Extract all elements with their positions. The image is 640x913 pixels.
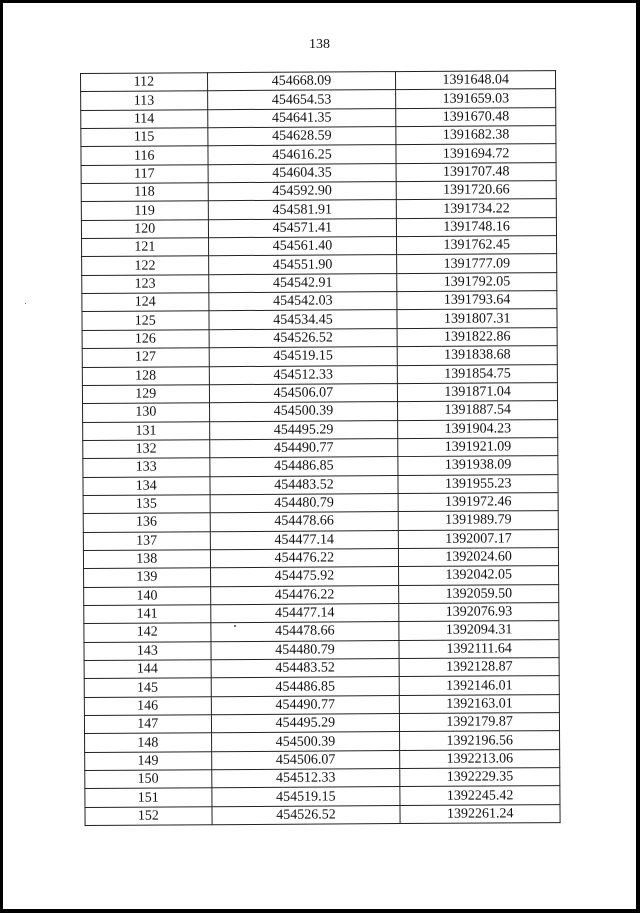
point-number-cell: 128	[82, 366, 209, 385]
x-coordinate-cell: 454571.41	[208, 218, 397, 237]
y-coordinate-cell: 1391807.31	[397, 309, 557, 328]
x-coordinate-cell: 454478.66	[210, 622, 399, 641]
point-number-cell: 138	[83, 550, 210, 569]
table-row	[82, 309, 557, 330]
x-coordinate-cell: 454500.39	[211, 732, 400, 751]
point-number-cell: 137	[83, 531, 210, 550]
table-row	[83, 548, 558, 569]
x-coordinate-cell: 454500.39	[209, 402, 398, 421]
x-coordinate-cell: 454495.29	[209, 420, 398, 439]
y-coordinate-cell: 1391921.09	[398, 437, 558, 456]
x-coordinate-cell: 454478.66	[210, 512, 399, 531]
table-row	[82, 382, 557, 403]
table-row	[82, 236, 557, 257]
y-coordinate-cell: 1391762.45	[397, 236, 557, 255]
point-number-cell: 122	[82, 256, 209, 275]
table-row	[82, 291, 557, 312]
y-coordinate-cell: 1391659.03	[396, 89, 556, 108]
table-row	[83, 474, 558, 495]
scan-speck	[234, 625, 236, 627]
y-coordinate-cell: 1392128.87	[399, 658, 559, 677]
y-coordinate-cell: 1391777.09	[397, 254, 557, 273]
x-coordinate-cell: 454519.15	[209, 347, 398, 366]
point-number-cell: 142	[84, 623, 211, 642]
table-row	[81, 144, 556, 165]
y-coordinate-cell: 1391989.79	[398, 511, 558, 530]
y-coordinate-cell: 1391748.16	[397, 217, 557, 236]
scan-speck	[25, 303, 26, 304]
table-row	[84, 713, 559, 734]
y-coordinate-cell: 1392059.50	[399, 584, 559, 603]
point-number-cell: 139	[84, 568, 211, 587]
point-number-cell: 114	[81, 109, 208, 128]
table-row	[84, 621, 559, 642]
x-coordinate-cell: 454480.79	[210, 493, 399, 512]
x-coordinate-cell: 454486.85	[211, 677, 400, 696]
y-coordinate-cell: 1392261.24	[400, 804, 560, 823]
x-coordinate-cell: 454512.33	[211, 769, 400, 788]
y-coordinate-cell: 1391938.09	[398, 456, 558, 475]
y-coordinate-cell: 1392146.01	[400, 676, 560, 695]
x-coordinate-cell: 454477.14	[210, 604, 399, 623]
table-row	[85, 786, 560, 807]
y-coordinate-cell: 1391694.72	[396, 144, 556, 163]
table-row	[84, 566, 559, 587]
table-row	[81, 71, 556, 92]
x-coordinate-cell: 454592.90	[208, 182, 397, 201]
table-row	[81, 181, 556, 202]
y-coordinate-cell: 1391871.04	[398, 382, 558, 401]
table-row	[82, 272, 557, 293]
point-number-cell: 151	[85, 788, 212, 807]
x-coordinate-cell: 454561.40	[208, 237, 397, 256]
point-number-cell: 148	[85, 733, 212, 752]
x-coordinate-cell: 454534.45	[208, 310, 397, 329]
x-coordinate-cell: 454581.91	[208, 200, 397, 219]
point-number-cell: 143	[84, 641, 211, 660]
x-coordinate-cell: 454490.77	[211, 695, 400, 714]
y-coordinate-cell: 1391854.75	[398, 364, 558, 383]
x-coordinate-cell: 454519.15	[211, 787, 400, 806]
table-row	[81, 199, 556, 220]
table-row	[83, 419, 558, 440]
x-coordinate-cell: 454512.33	[209, 365, 398, 384]
coordinates-table-body	[81, 71, 561, 826]
table-row	[81, 162, 556, 183]
y-coordinate-cell: 1391972.46	[398, 492, 558, 511]
point-number-cell: 136	[83, 513, 210, 532]
point-number-cell: 118	[81, 183, 208, 202]
x-coordinate-cell: 454480.79	[211, 640, 400, 659]
y-coordinate-cell: 1391648.04	[396, 71, 556, 90]
x-coordinate-cell: 454506.07	[209, 383, 398, 402]
y-coordinate-cell: 1392024.60	[399, 548, 559, 567]
table-row	[82, 327, 557, 348]
table-row	[84, 676, 559, 697]
table-row	[84, 584, 559, 605]
x-coordinate-cell: 454542.03	[208, 292, 397, 311]
point-number-cell: 121	[82, 238, 209, 257]
page-number: 138	[309, 37, 330, 52]
point-number-cell: 130	[83, 403, 210, 422]
point-number-cell: 141	[84, 605, 211, 624]
point-number-cell: 112	[81, 73, 208, 92]
point-number-cell: 132	[83, 440, 210, 459]
point-number-cell: 125	[82, 311, 209, 330]
table-row	[83, 529, 558, 550]
point-number-cell: 120	[81, 219, 208, 238]
y-coordinate-cell: 1391793.64	[397, 291, 557, 310]
x-coordinate-cell: 454551.90	[208, 255, 397, 274]
y-coordinate-cell: 1391670.48	[396, 107, 556, 126]
x-coordinate-cell: 454490.77	[209, 438, 398, 457]
point-number-cell: 119	[81, 201, 208, 220]
x-coordinate-cell: 454604.35	[208, 163, 397, 182]
table-row	[85, 804, 560, 825]
point-number-cell: 146	[84, 696, 211, 715]
point-number-cell: 147	[84, 715, 211, 734]
x-coordinate-cell: 454526.52	[212, 805, 401, 824]
table-row	[83, 437, 558, 458]
x-coordinate-cell: 454475.92	[210, 567, 399, 586]
point-number-cell: 123	[82, 275, 209, 294]
y-coordinate-cell: 1392163.01	[400, 694, 560, 713]
table-row	[84, 658, 559, 679]
x-coordinate-cell: 454616.25	[207, 145, 396, 164]
point-number-cell: 131	[83, 421, 210, 440]
table-row	[82, 254, 557, 275]
y-coordinate-cell: 1391838.68	[397, 346, 557, 365]
y-coordinate-cell: 1392007.17	[399, 529, 559, 548]
table-row	[82, 346, 557, 367]
point-number-cell: 140	[84, 586, 211, 605]
point-number-cell: 134	[83, 476, 210, 495]
y-coordinate-cell: 1392245.42	[400, 786, 560, 805]
x-coordinate-cell: 454483.52	[211, 659, 400, 678]
y-coordinate-cell: 1391955.23	[398, 474, 558, 493]
point-number-cell: 124	[82, 293, 209, 312]
point-number-cell: 127	[82, 348, 209, 367]
y-coordinate-cell: 1391904.23	[398, 419, 558, 438]
x-coordinate-cell: 454495.29	[211, 714, 400, 733]
y-coordinate-cell: 1391682.38	[396, 126, 556, 145]
table-row	[85, 768, 560, 789]
point-number-cell: 115	[81, 128, 208, 147]
point-number-cell: 133	[83, 458, 210, 477]
table-row	[81, 89, 556, 110]
y-coordinate-cell: 1391822.86	[397, 327, 557, 346]
table-row	[84, 694, 559, 715]
table-row	[84, 639, 559, 660]
table-row	[84, 603, 559, 624]
y-coordinate-cell: 1392196.56	[400, 731, 560, 750]
y-coordinate-cell: 1392094.31	[399, 621, 559, 640]
y-coordinate-cell: 1392213.06	[400, 749, 560, 768]
point-number-cell: 150	[85, 770, 212, 789]
point-number-cell: 117	[81, 164, 208, 183]
x-coordinate-cell: 454506.07	[211, 750, 400, 769]
table-row	[85, 749, 560, 770]
table-row	[85, 731, 560, 752]
table-row	[83, 492, 558, 513]
point-number-cell: 144	[84, 660, 211, 679]
x-coordinate-cell: 454477.14	[210, 530, 399, 549]
x-coordinate-cell: 454476.22	[210, 585, 399, 604]
y-coordinate-cell: 1392076.93	[399, 603, 559, 622]
y-coordinate-cell: 1392229.35	[400, 768, 560, 787]
y-coordinate-cell: 1392179.87	[400, 713, 560, 732]
point-number-cell: 113	[81, 91, 208, 110]
scanned-page	[3, 3, 636, 909]
y-coordinate-cell: 1391707.48	[396, 162, 556, 181]
point-number-cell: 126	[82, 330, 209, 349]
x-coordinate-cell: 454654.53	[207, 90, 396, 109]
table-row	[81, 217, 556, 238]
table-row	[82, 364, 557, 385]
x-coordinate-cell: 454542.91	[208, 273, 397, 292]
x-coordinate-cell: 454628.59	[207, 127, 396, 146]
x-coordinate-cell: 454641.35	[207, 108, 396, 127]
x-coordinate-cell: 454483.52	[209, 475, 398, 494]
y-coordinate-cell: 1392111.64	[399, 639, 559, 658]
y-coordinate-cell: 1391720.66	[396, 181, 556, 200]
x-coordinate-cell: 454476.22	[210, 548, 399, 567]
coordinates-table	[80, 70, 561, 826]
table-row	[81, 126, 556, 147]
table-row	[83, 511, 558, 532]
point-number-cell: 116	[81, 146, 208, 165]
y-coordinate-cell: 1391792.05	[397, 272, 557, 291]
x-coordinate-cell: 454668.09	[207, 72, 396, 91]
table-row	[83, 456, 558, 477]
table-row	[81, 107, 556, 128]
point-number-cell: 152	[85, 806, 212, 825]
point-number-cell: 129	[82, 385, 209, 404]
table-row	[83, 401, 558, 422]
y-coordinate-cell: 1391887.54	[398, 401, 558, 420]
y-coordinate-cell: 1392042.05	[399, 566, 559, 585]
point-number-cell: 149	[85, 751, 212, 770]
x-coordinate-cell: 454486.85	[209, 457, 398, 476]
point-number-cell: 135	[83, 495, 210, 514]
x-coordinate-cell: 454526.52	[209, 328, 398, 347]
point-number-cell: 145	[84, 678, 211, 697]
y-coordinate-cell: 1391734.22	[397, 199, 557, 218]
